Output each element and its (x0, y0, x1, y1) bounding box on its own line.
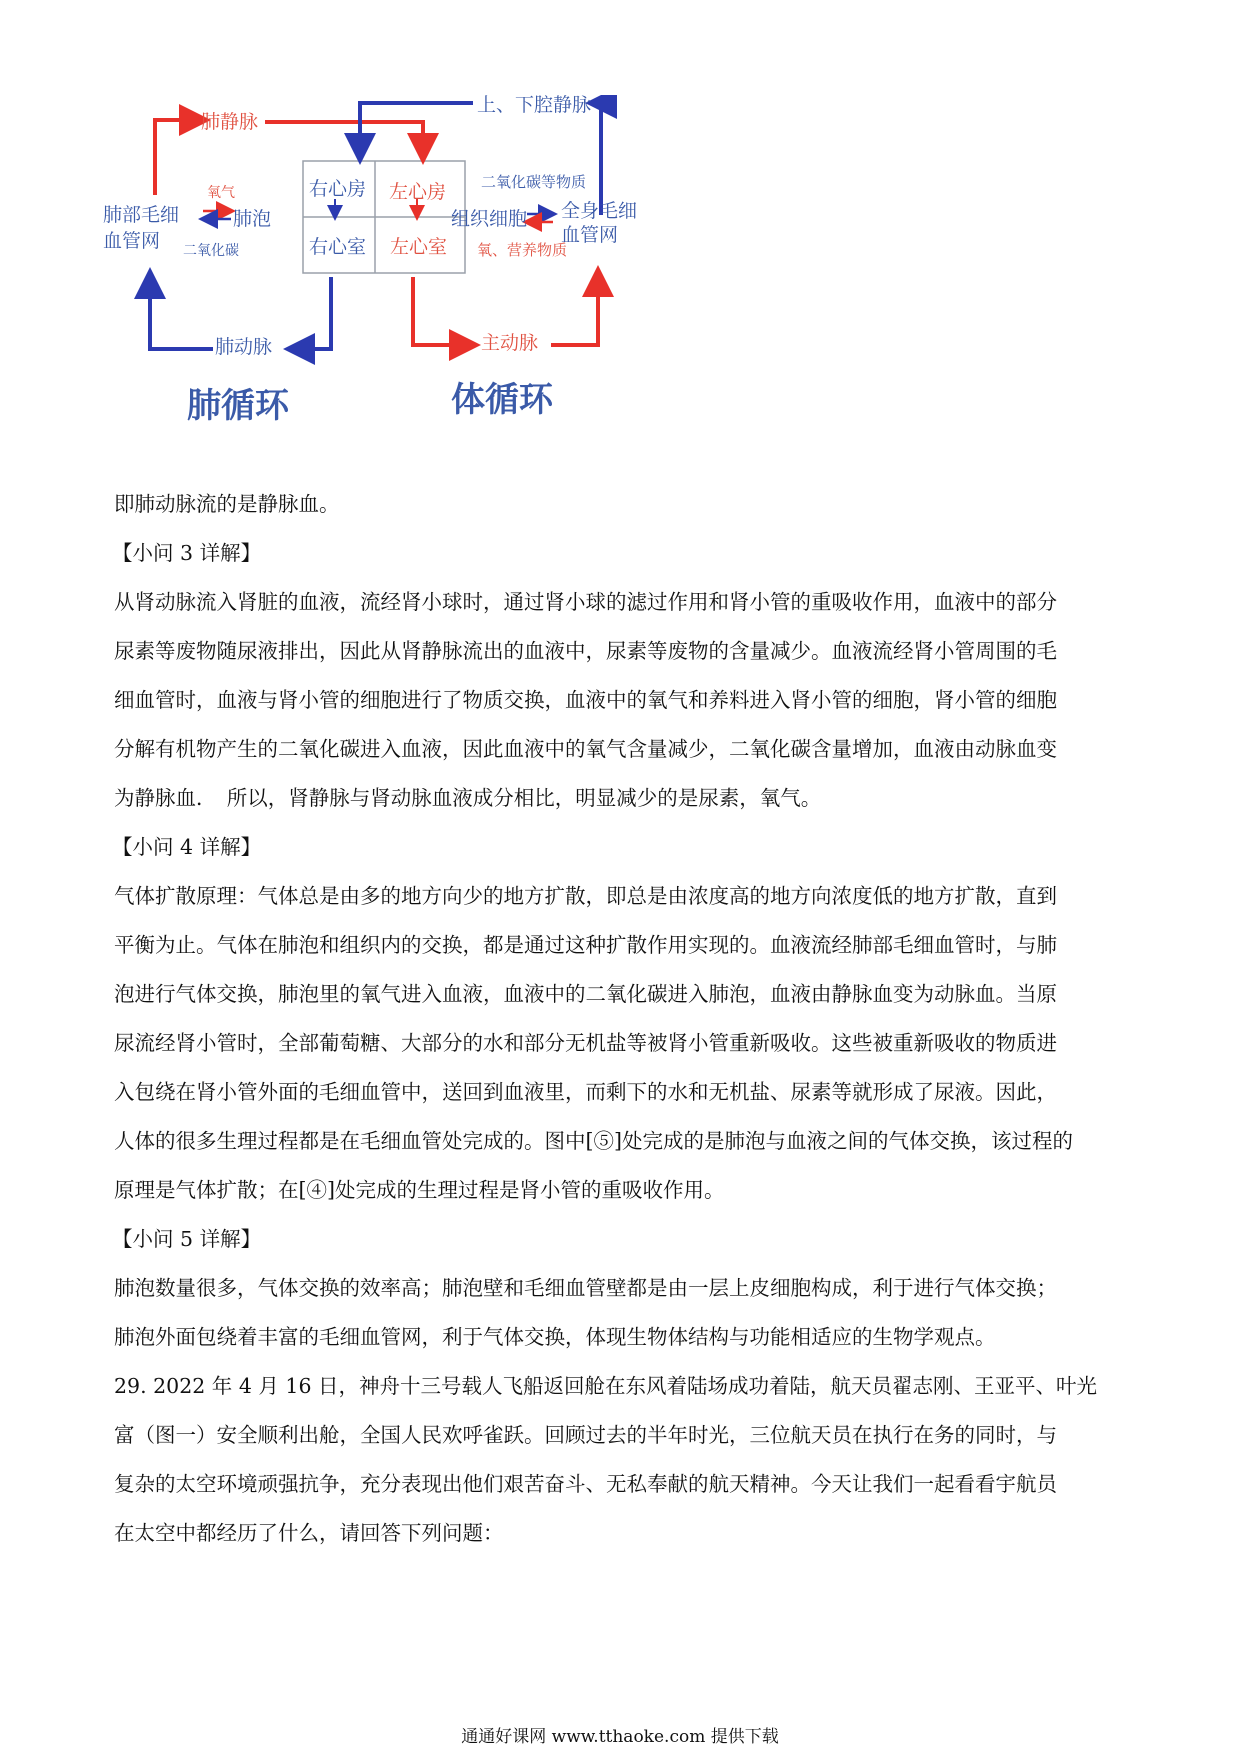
pulmonary-vein-arrow-b (265, 122, 423, 157)
q29-line: 在太空中都经历了什么，请回答下列问题： (114, 1521, 504, 1545)
label-right-ventricle: 右心室 (309, 236, 367, 258)
pulmonary-vein-arrow-a (155, 120, 203, 195)
label-aorta: 主动脉 (481, 332, 539, 354)
label-vena-cava: 上、下腔静脉 (477, 95, 592, 116)
q4-line: 平衡为止。气体在肺泡和组织内的交换，都是通过这种扩散作用实现的。血液流经肺部毛细血管时，与肺 (114, 933, 1057, 957)
vena-cava-arrow-up (593, 103, 601, 215)
aorta-arrow-b (551, 273, 598, 345)
q3-line: 尿素等废物随尿液排出，因此从肾静脉流出的血液中，尿素等废物的含量减少。血液流经肾小管周围的毛 (114, 639, 1057, 663)
q4-line: 人体的很多生理过程都是在毛细血管处完成的。图中[⑤]处完成的是肺泡与血液之间的气体交换，该过程的 (114, 1129, 1073, 1153)
label-left-atrium: 左心房 (389, 181, 447, 203)
pulmonary-artery-arrow-a (291, 277, 331, 349)
q3-line: 细血管时，血液与肾小管的细胞进行了物质交换，血液中的氧气和养料进入肾小管的细胞，肾小管的细胞 (114, 688, 1057, 712)
label-pulmonary-vein: 肺静脉 (201, 111, 259, 133)
q4-line: 泡进行气体交换，肺泡里的氧气进入血液，血液中的二氧化碳进入肺泡，血液由静脉血变为动脉血。当原 (114, 982, 1057, 1006)
q4-line: 原理是气体扩散；在[④]处完成的生理过程是肾小管的重吸收作用。 (114, 1178, 725, 1202)
q4-line: 尿流经肾小管时，全部葡萄糖、大部分的水和部分无机盐等被肾小管重新吸收。这些被重新吸收的物质进 (114, 1031, 1057, 1055)
q3-line: 为静脉血． 所以，肾静脉与肾动脉血液成分相比，明显减少的是尿素，氧气。 (114, 786, 822, 810)
vena-cava-arrow-in (360, 103, 473, 157)
label-right-atrium: 右心房 (309, 178, 367, 200)
label-body-capillary-1: 全身毛细 (561, 200, 638, 222)
aorta-arrow-a (413, 277, 473, 345)
label-oxygen: 氧气 (207, 185, 235, 201)
intro-line: 即肺动脉流的是静脉血。 (114, 492, 340, 516)
q5-heading: 【小问 5 详解】 (112, 1227, 262, 1251)
q29-line: 复杂的太空环境顽强抗争，充分表现出他们艰苦奋斗、无私奉献的航天精神。今天让我们一起看看宇航员 (114, 1472, 1057, 1496)
label-tissue-cell: 组织细胞 (451, 208, 528, 230)
q3-heading: 【小问 3 详解】 (112, 541, 262, 565)
label-pulmonary-artery: 肺动脉 (215, 336, 273, 358)
label-oxygen-nutrients: 氧、营养物质 (477, 241, 568, 259)
blood-circulation-diagram (95, 95, 735, 475)
title-systemic-circulation: 体循环 (451, 380, 553, 420)
q5-line: 肺泡外面包绕着丰富的毛细血管网，利于气体交换，体现生物体结构与功能相适应的生物学观点。 (114, 1325, 996, 1349)
pulmonary-artery-arrow-b (150, 275, 213, 349)
q4-heading: 【小问 4 详解】 (112, 835, 262, 859)
label-lung-capillary-1: 肺部毛细 (103, 204, 180, 226)
page-footer: 通通好课网 www.tthaoke.com 提供下载 (461, 1727, 779, 1747)
label-body-capillary-2: 血管网 (561, 224, 619, 246)
label-co2: 二氧化碳 (183, 243, 239, 259)
label-lung-capillary-2: 血管网 (103, 230, 161, 252)
q3-line: 从肾动脉流入肾脏的血液，流经肾小球时，通过肾小球的滤过作用和肾小管的重吸收作用，血液中的部分 (114, 590, 1057, 614)
label-co2-etc: 二氧化碳等物质 (481, 173, 587, 191)
title-pulmonary-circulation: 肺循环 (187, 386, 289, 426)
q29-line: 富（图一）安全顺利出舱，全国人民欢呼雀跃。回顾过去的半年时光，三位航天员在执行在务的同时，与 (114, 1423, 1057, 1447)
q3-line: 分解有机物产生的二氧化碳进入血液，因此血液中的氧气含量减少，二氧化碳含量增加，血液由动脉血变 (114, 737, 1057, 761)
q5-line: 肺泡数量很多，气体交换的效率高；肺泡壁和毛细血管壁都是由一层上皮细胞构成，利于进行气体交换； (114, 1276, 1057, 1300)
label-left-ventricle: 左心室 (390, 236, 448, 258)
label-alveoli: 肺泡 (233, 208, 272, 230)
q4-line: 气体扩散原理：气体总是由多的地方向少的地方扩散，即总是由浓度高的地方向浓度低的地方扩散，直到 (114, 884, 1057, 908)
q4-line: 入包绕在肾小管外面的毛细血管中，送回到血液里，而剩下的水和无机盐、尿素等就形成了尿液。因此， (114, 1080, 1057, 1104)
q29-line: 29. 2022 年 4 月 16 日，神舟十三号载人飞船返回舱在东风着陆场成功着陆，航天员翟志刚、王亚平、叶光 (114, 1374, 1097, 1398)
